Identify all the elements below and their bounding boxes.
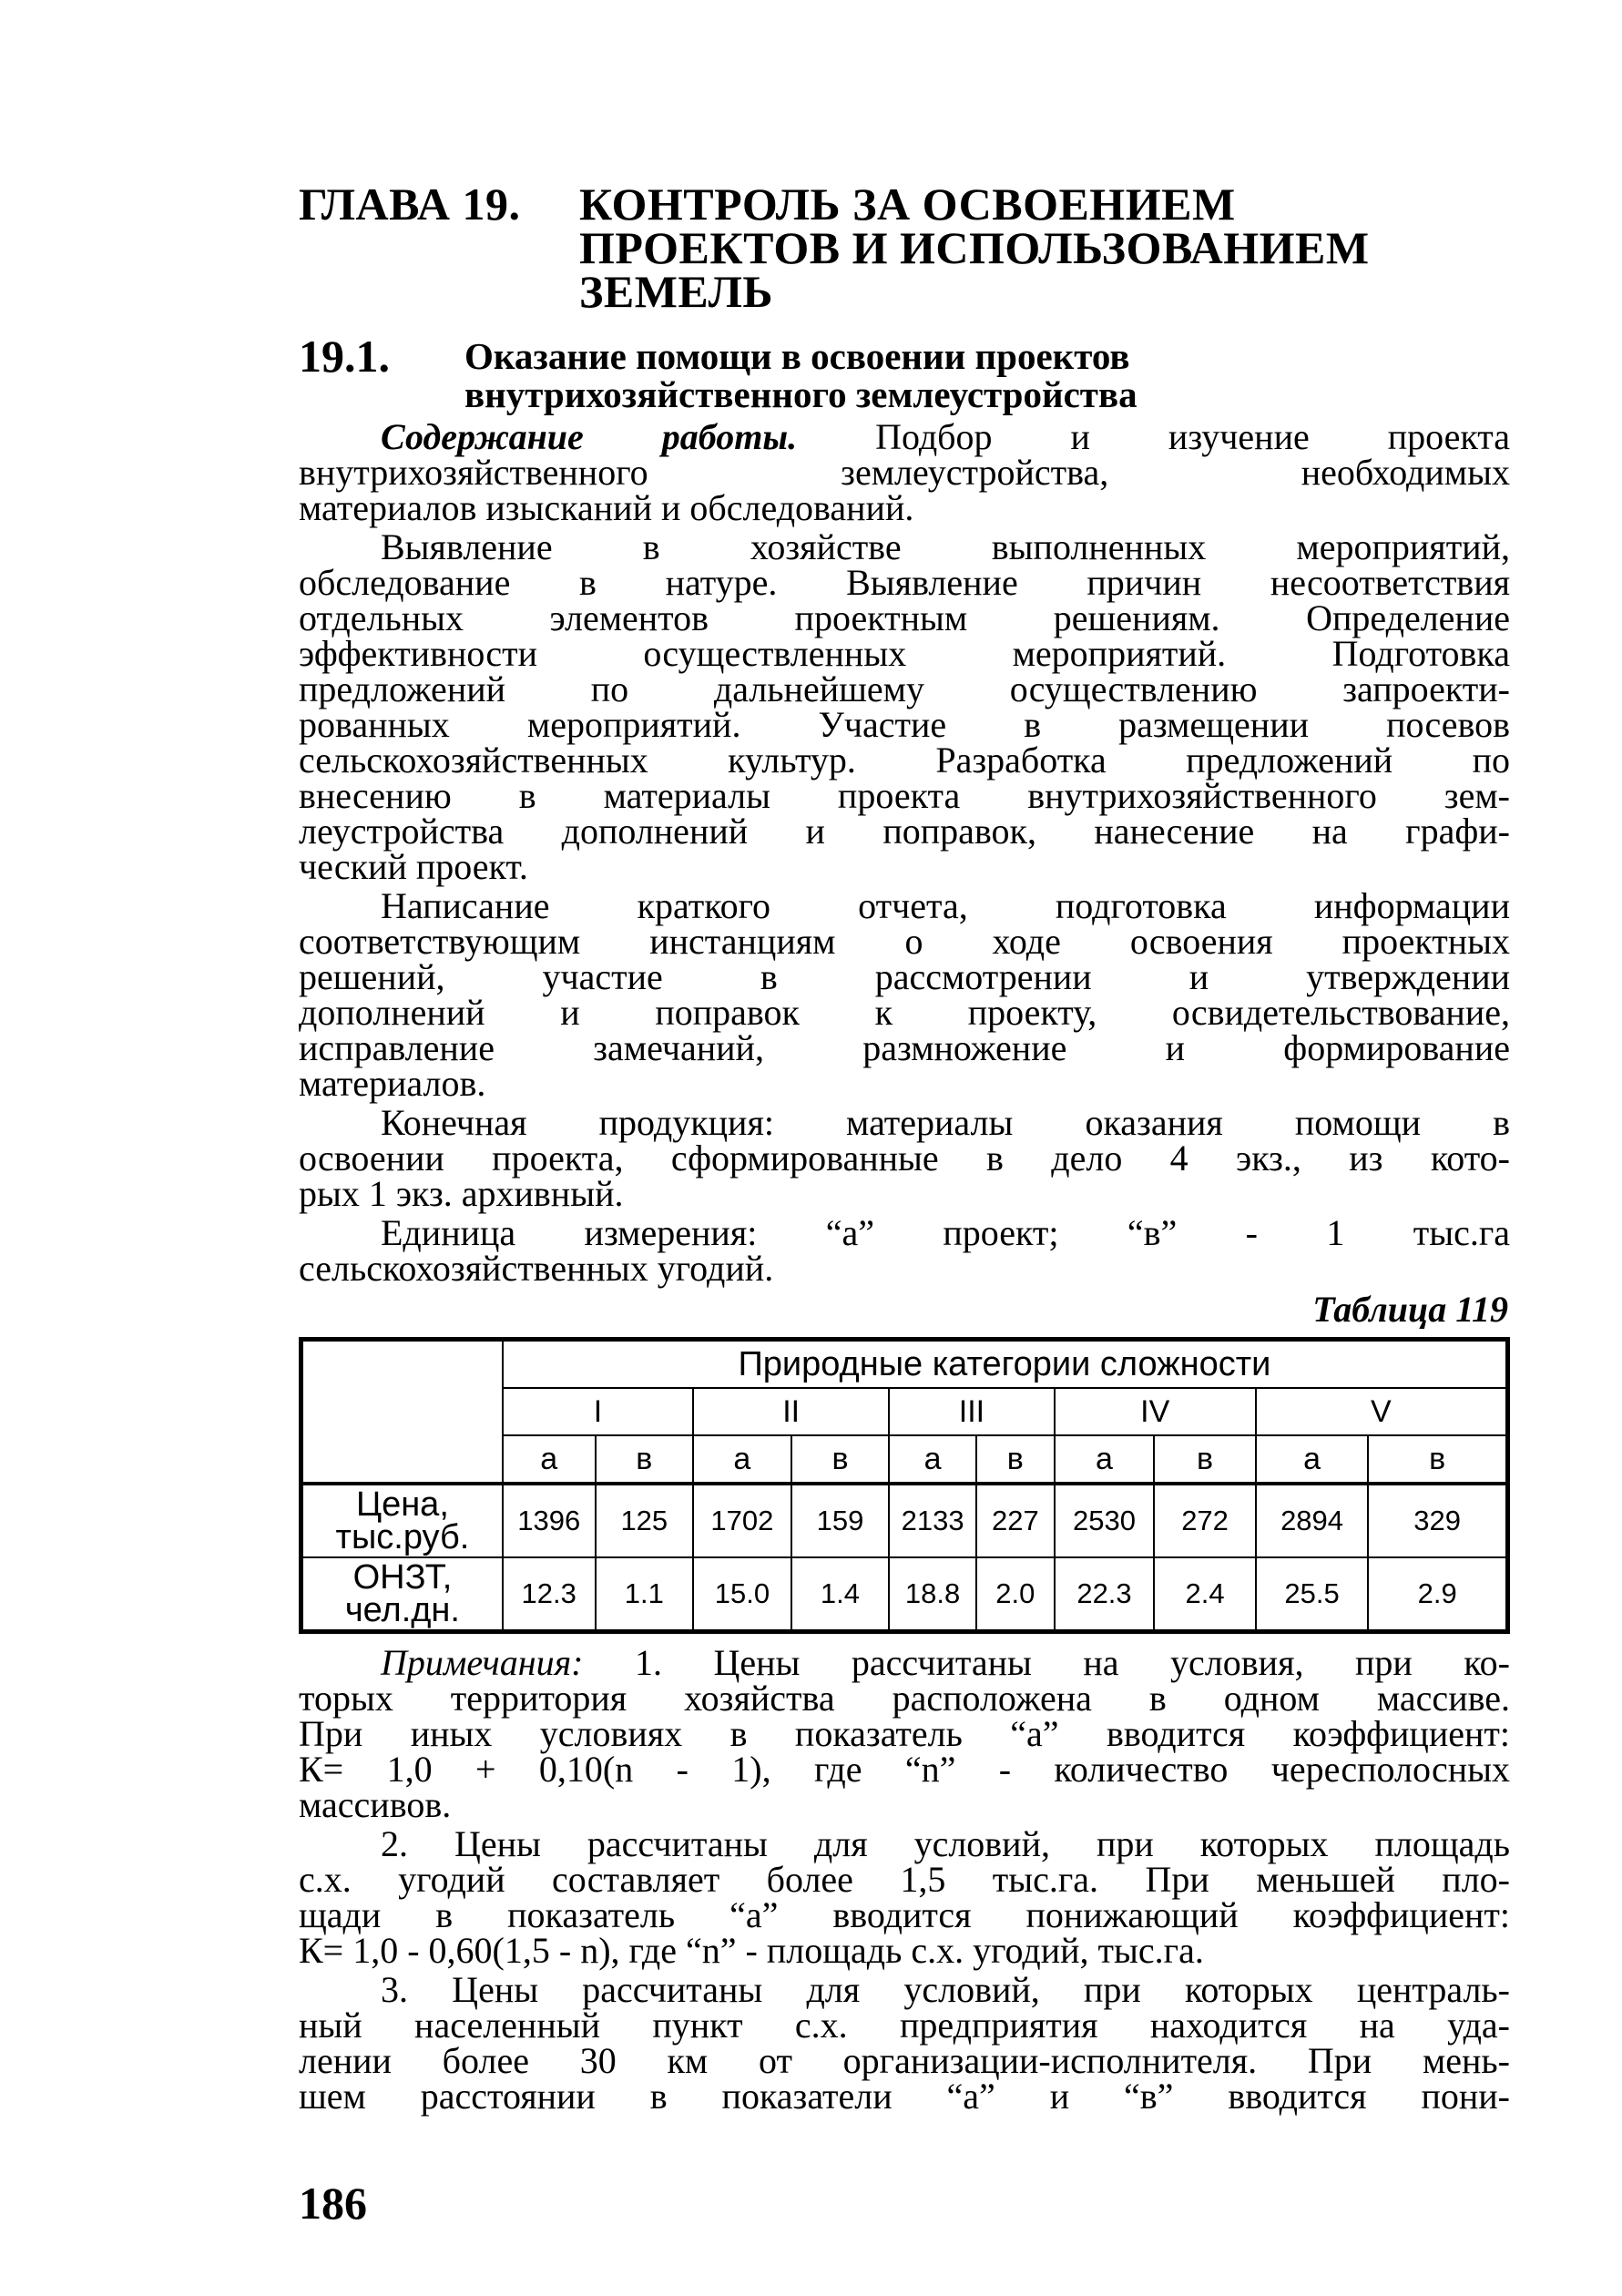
table-cell: 2894 xyxy=(1256,1484,1369,1557)
text-line xyxy=(299,416,1511,457)
paragraph-final-product xyxy=(299,1102,1510,1214)
text-line: 3. Цены рассчитаны для условий, при которых централь- xyxy=(381,1969,1510,2010)
table-subheader: в xyxy=(1154,1435,1255,1484)
table-cell: 25.5 xyxy=(1256,1557,1369,1632)
text-line: отдельных элементов проектным решениям. Определение xyxy=(299,597,1510,638)
section-heading xyxy=(299,331,1510,415)
table-cell: 159 xyxy=(791,1484,890,1557)
table-cell: 1702 xyxy=(693,1484,791,1557)
table-group-header: Природные категории сложности xyxy=(503,1340,1508,1389)
row-label-line: тыс.руб. xyxy=(335,1518,470,1556)
table-subheader: в xyxy=(791,1435,890,1484)
section-title xyxy=(464,337,1137,413)
table-cell: 1396 xyxy=(503,1484,596,1557)
table-cell: 1.4 xyxy=(791,1557,890,1632)
table-cell: 2.4 xyxy=(1154,1557,1255,1632)
text-line: сельскохозяйственных культур. Разработка предложений по xyxy=(299,740,1510,781)
paragraph-identification xyxy=(299,526,1510,887)
text-line: с.х. угодий составляет более 1,5 тыс.га. При меньшей пло- xyxy=(299,1859,1510,1900)
text-line: сельскохозяйственных угодий. xyxy=(299,1248,774,1289)
note-1 xyxy=(299,1642,1510,1825)
table-cell: 227 xyxy=(976,1484,1055,1557)
text-line: внесению в материалы проекта внутрихозяйственного зем- xyxy=(299,775,1510,816)
text-line: Конечная продукция: материалы оказания помощи в xyxy=(381,1102,1510,1143)
table-cell: 1.1 xyxy=(596,1557,694,1632)
text-line: рых 1 экз. архивный. xyxy=(299,1173,624,1214)
table-cell: 2530 xyxy=(1055,1484,1155,1557)
table-category-header: II xyxy=(693,1388,889,1435)
note-2 xyxy=(299,1823,1510,1971)
table-subheader: а xyxy=(1055,1435,1155,1484)
text-line: леустройства дополнений и поправок, нанесение на графи- xyxy=(299,811,1510,852)
text-line: К= 1,0 - 0,60(1,5 - n), где “n” - площадь с.х. угодий, тыс.га. xyxy=(299,1930,1204,1971)
row-label xyxy=(301,1557,503,1632)
chapter-title-line: КОНТРОЛЬ ЗА ОСВОЕНИЕМ xyxy=(579,179,1236,230)
text-line: внутрихозяйственного землеустройства, необходимых xyxy=(299,452,1510,493)
text-line: Единица измерения: “а” проект; “в” - 1 тыс.га xyxy=(381,1212,1510,1253)
page-number: 186 xyxy=(299,2178,367,2229)
text-line: рованных мероприятий. Участие в размещении посевов xyxy=(299,704,1510,745)
text-line: материалов изысканий и обследований. xyxy=(299,487,914,528)
text-line: ный населенный пункт с.х. предприятия находится на уда- xyxy=(299,2005,1510,2046)
chapter-title-line: ЗЕМЕЛЬ xyxy=(579,266,773,317)
notes-label: Примечания: xyxy=(381,1642,584,1683)
table-cell: 15.0 xyxy=(693,1557,791,1632)
text-fragment: Подбор и изучение проекта xyxy=(875,416,1511,457)
text-line: эффективности осуществленных мероприятий. Подготовка xyxy=(299,633,1510,674)
text-line xyxy=(299,1642,1510,1683)
text-line: обследование в натуре. Выявление причин несоответствия xyxy=(299,562,1510,603)
table-subheader: а xyxy=(503,1435,596,1484)
table-subheader: а xyxy=(693,1435,791,1484)
table-subheader: а xyxy=(889,1435,976,1484)
text-line: освоении проекта, сформированные в дело 4 экз., из кото- xyxy=(299,1138,1510,1179)
section-number: 19.1. xyxy=(299,331,390,382)
table-corner xyxy=(301,1340,503,1485)
table-subheader: а xyxy=(1256,1435,1369,1484)
text-line: При иных условиях в показатель “а” вводится коэффициент: xyxy=(299,1713,1510,1754)
row-label xyxy=(301,1484,503,1557)
text-line: Выявление в хозяйстве выполненных мероприятий, xyxy=(381,526,1510,567)
chapter-heading xyxy=(299,179,1510,317)
table-category-header: IV xyxy=(1055,1388,1256,1435)
section-title-line: Оказание помощи в освоении проектов xyxy=(464,335,1130,377)
table-cell: 22.3 xyxy=(1055,1557,1155,1632)
paragraph-content xyxy=(299,416,1511,528)
text-line: массивов. xyxy=(299,1784,452,1825)
table-cell: 2.0 xyxy=(976,1557,1055,1632)
paragraph-label: Содержание работы. xyxy=(381,416,798,457)
text-line: соответствующим инстанциям о ходе освоения проектных xyxy=(299,921,1510,962)
table-cell: 2.9 xyxy=(1368,1557,1507,1632)
table-subheader: в xyxy=(596,1435,694,1484)
table-cell: 125 xyxy=(596,1484,694,1557)
chapter-title-line: ПРОЕКТОВ И ИСПОЛЬЗОВАНИЕМ xyxy=(579,222,1370,273)
text-fragment: 1. Цены рассчитаны на условия, при ко- xyxy=(634,1642,1510,1683)
text-line: К= 1,0 + 0,10(n - 1), где “n” - количество чересполосных xyxy=(299,1749,1510,1790)
text-line: лении более 30 км от организации-исполнителя. При мень- xyxy=(299,2040,1510,2081)
table-cell: 12.3 xyxy=(503,1557,596,1632)
paragraph-unit xyxy=(299,1212,1510,1289)
text-line: Написание краткого отчета, подготовка информации xyxy=(381,885,1510,926)
text-line: торых территория хозяйства расположена в одном массиве. xyxy=(299,1678,1510,1719)
table-cell: 2133 xyxy=(889,1484,976,1557)
text-line: 2. Цены рассчитаны для условий, при которых площадь xyxy=(381,1823,1510,1864)
table-caption: Таблица 119 xyxy=(1312,1289,1508,1330)
text-line: материалов. xyxy=(299,1063,486,1104)
table-row xyxy=(301,1484,1508,1557)
page xyxy=(299,179,1511,2117)
table-category-header: V xyxy=(1256,1388,1508,1435)
table-cell: 272 xyxy=(1154,1484,1255,1557)
text-line: щади в показатель “а” вводится понижающий коэффициент: xyxy=(299,1894,1510,1935)
text-line: предложений по дальнейшему осуществлению запроекти- xyxy=(299,668,1510,709)
table-cell: 329 xyxy=(1368,1484,1507,1557)
note-3 xyxy=(299,1969,1510,2117)
row-label-line: ОНЗТ, xyxy=(352,1558,453,1597)
text-line: решений, участие в рассмотрении и утверждении xyxy=(299,956,1510,997)
table-category-header: I xyxy=(503,1388,693,1435)
chapter-number: ГЛАВА 19. xyxy=(299,179,521,230)
table-subheader: в xyxy=(976,1435,1055,1484)
table-subheader: в xyxy=(1368,1435,1507,1484)
row-label-line: Цена, xyxy=(355,1485,449,1524)
text-line: дополнений и поправок к проекту, освидетельствование, xyxy=(299,992,1510,1033)
text-line: исправление замечаний, размножение и формирование xyxy=(299,1027,1510,1068)
text-line: шем расстоянии в показатели “а” и “в” вводится пони- xyxy=(299,2076,1510,2117)
paragraph-report xyxy=(299,885,1510,1104)
table-row xyxy=(301,1557,1508,1632)
row-label-line: чел.дн. xyxy=(344,1591,460,1629)
chapter-title xyxy=(579,179,1510,317)
table-category-header: III xyxy=(889,1388,1054,1435)
table-cell: 18.8 xyxy=(889,1557,976,1632)
section-title-line: внутрихозяйственного землеустройства xyxy=(464,373,1137,415)
text-line: ческий проект. xyxy=(299,846,528,887)
price-table xyxy=(299,1337,1510,1634)
notes xyxy=(299,1642,1510,2117)
